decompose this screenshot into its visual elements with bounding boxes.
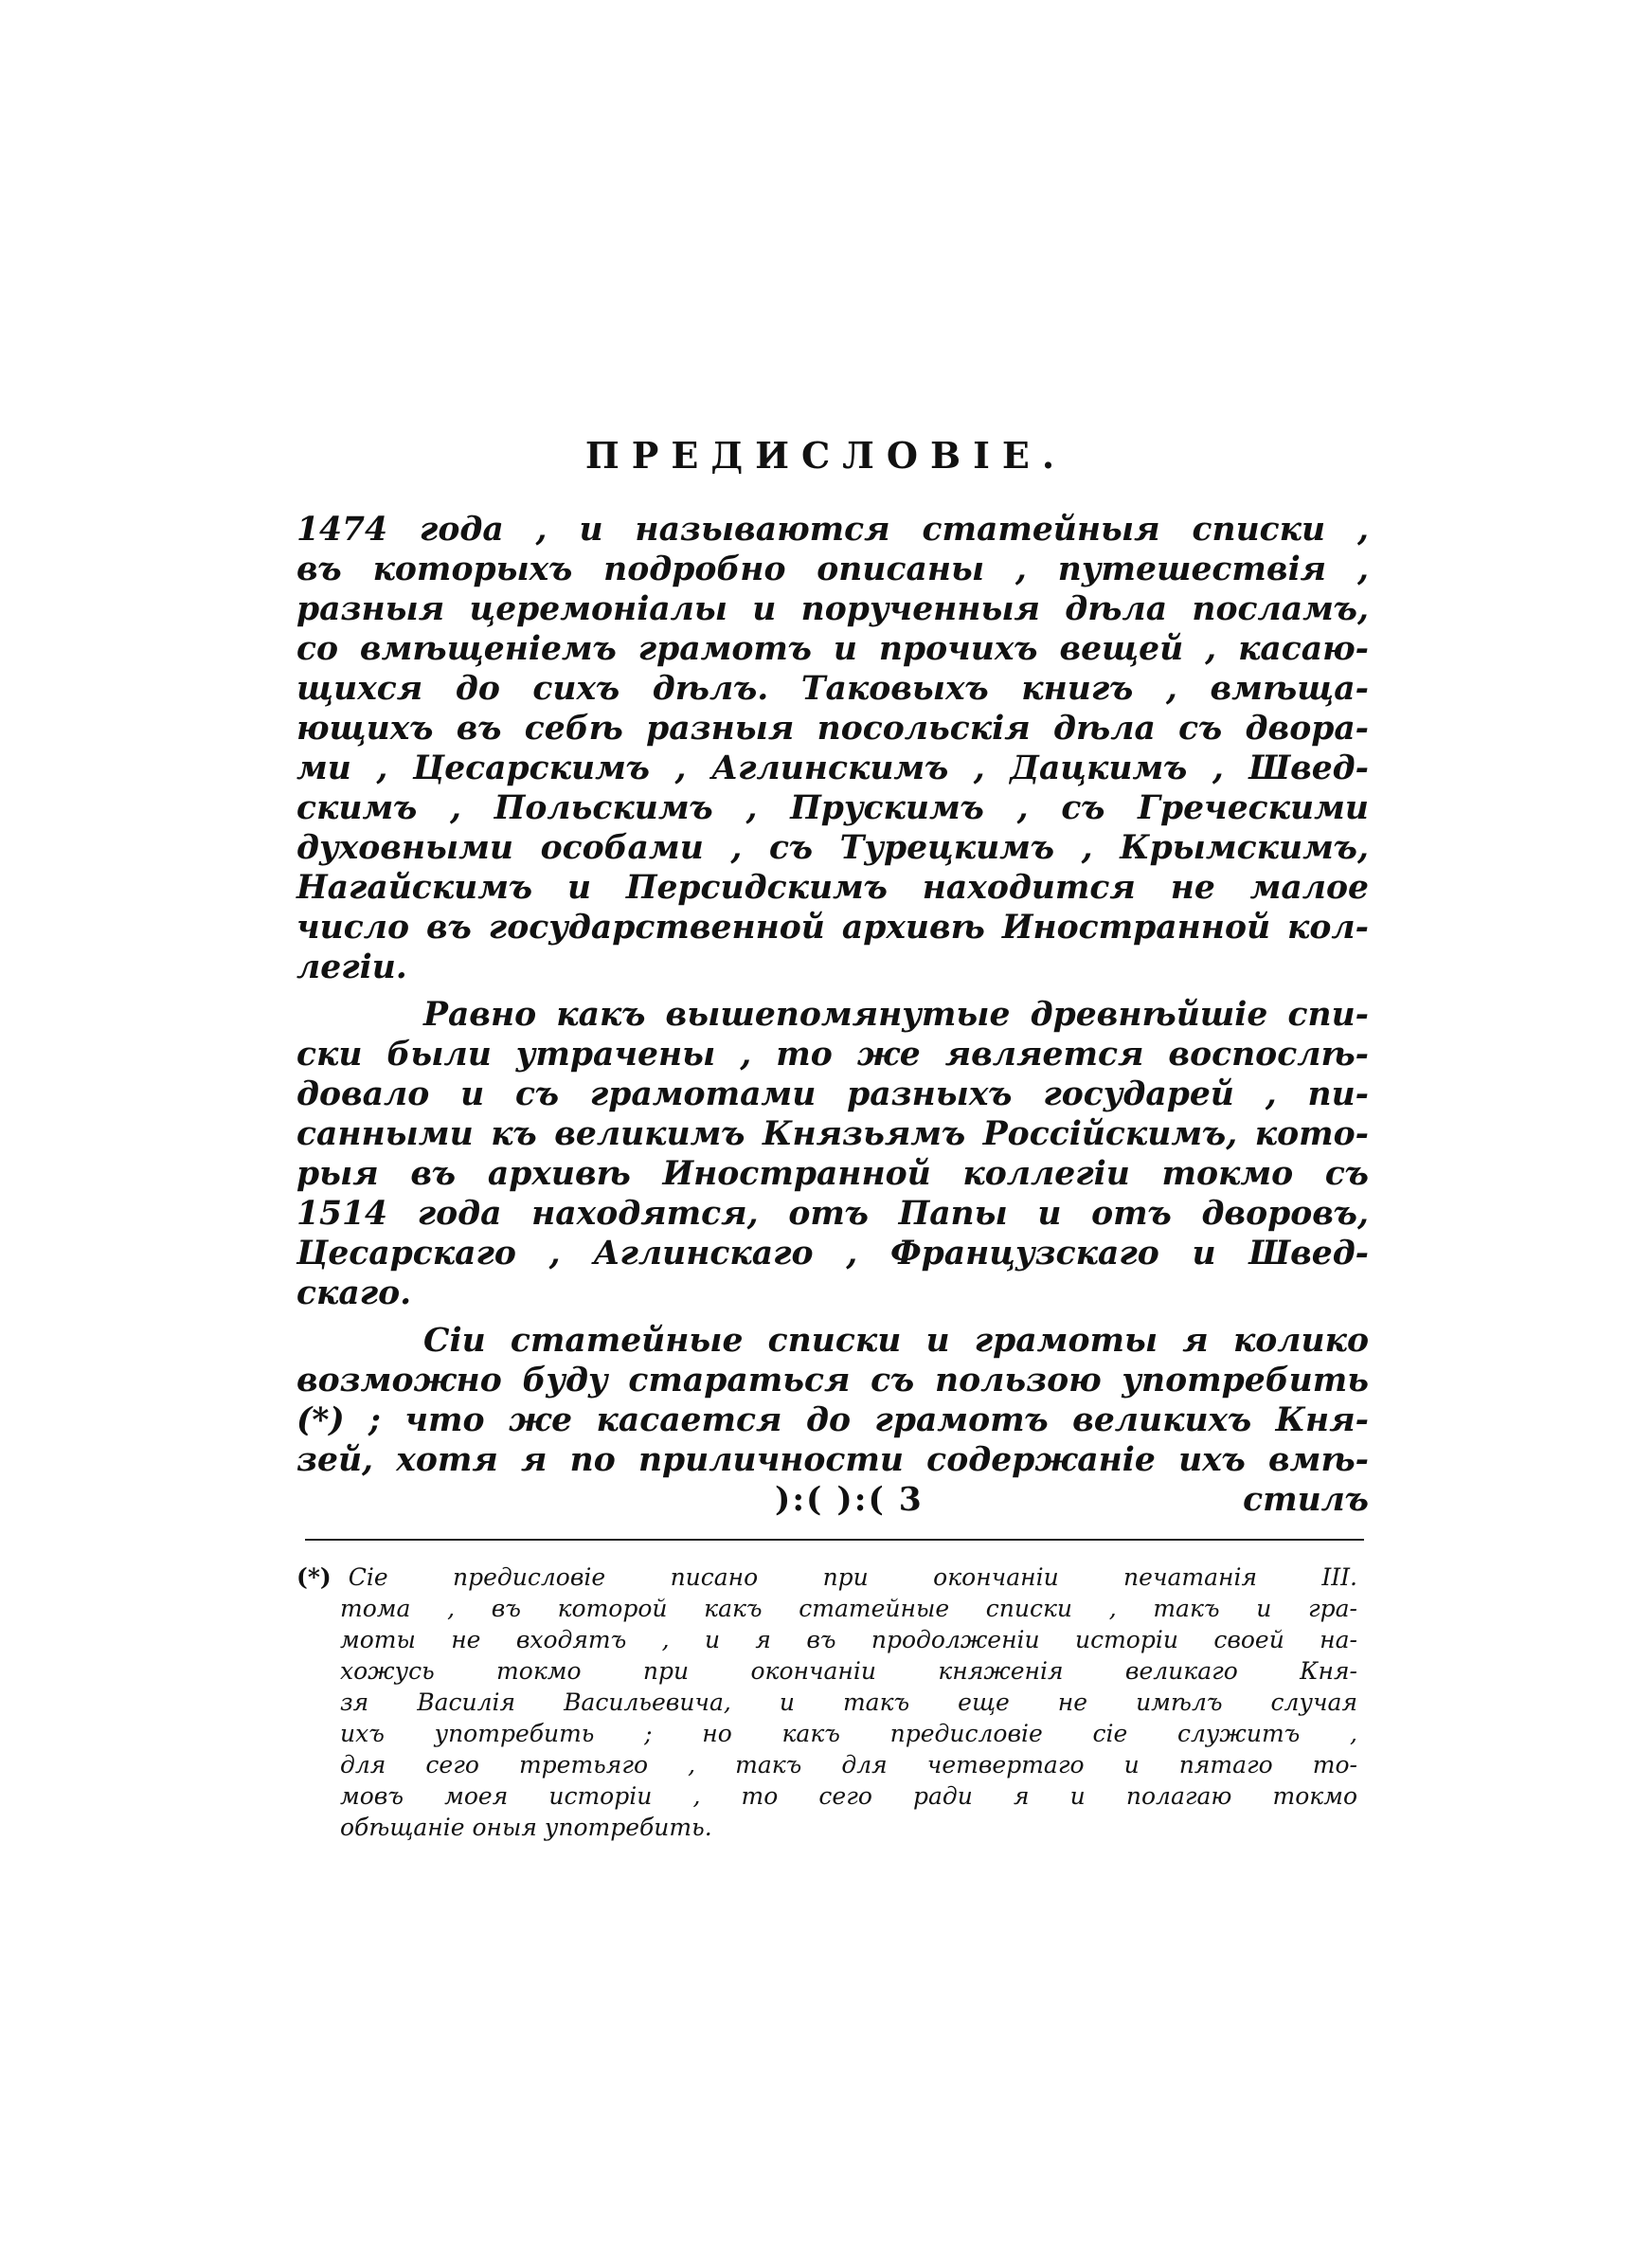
text-line: Равно какъ вышепомянутые древнѣйшіе спи- [423,996,1369,1034]
footnote-marker: (*) [296,1563,332,1591]
text-line: со вмѣщеніемъ грамотъ и прочихъ вещей , касаю- [296,630,1369,668]
text-line: ющихъ въ себѣ разныя посольскія дѣла съ двора- [296,710,1369,748]
footnote-line: обѣщаніе оныя употребить. [340,1814,712,1841]
text-line: число въ государственной архивѣ Иностранной кол- [296,909,1369,947]
footnote-line: мовъ моея исторіи , то сего ради я и полагаю токмо [340,1782,1357,1810]
text-line: 1514 года находятся, отъ Папы и отъ дворовъ, [296,1195,1369,1233]
footnote-line: тома , въ которой какъ статейные списки , такъ и гра- [340,1595,1357,1622]
text-line: (*) ; что же касается до грамотъ великихъ Кня- [296,1401,1369,1439]
footnote-line [296,1562,1357,1593]
footnote-line: для сего третьяго , такъ для четвертаго и пятаго то- [340,1751,1357,1779]
paragraph-1 [296,510,1369,987]
text-line: скимъ , Польскимъ , Прускимъ , съ Греческими [296,789,1369,827]
text-line: Сіи статейные списки и грамоты я колико [423,1322,1369,1360]
paragraph-3 [296,1321,1369,1480]
text-line: Цесарскаго , Аглинскаго , Французскаго и Швед- [296,1235,1369,1273]
text-line: скаго. [296,1274,412,1312]
text-line: рыя въ архивѣ Иностранной коллегіи токмо съ [296,1155,1369,1193]
footnote-line-text: Сіе предисловіе писано при окончаніи печатанія III. [348,1563,1357,1591]
text-line: 1474 года , и называются статейныя списки , [296,511,1369,549]
text-line: Нагайскимъ и Персидскимъ находится не малое [296,869,1369,907]
footnote-divider [305,1539,1364,1541]
footnote-line: ихъ употребить ; но какъ предисловіе сіе служитъ , [340,1720,1357,1747]
text-line: щихся до сихъ дѣлъ. Таковыхъ книгъ , вмѣща- [296,670,1369,708]
text-line: ми , Цесарскимъ , Аглинскимъ , Дацкимъ , Швед- [296,749,1369,787]
signature-line [296,1480,1369,1520]
footnote-line: зя Василія Васильевича, и такъ еще не имѣлъ случая [340,1688,1357,1716]
text-line: санными къ великимъ Князьямъ Россійскимъ, кото- [296,1115,1369,1153]
footnote [296,1562,1357,1843]
text-line: духовными особами , съ Турецкимъ , Крымскимъ, [296,829,1369,867]
text-line: легіи. [296,948,407,986]
text-line: зей, хотя я по приличности содержаніе ихъ вмѣ- [296,1441,1369,1479]
page-title: ПРЕДИСЛОВІЕ. [584,434,1068,477]
text-line: возможно буду стараться съ пользою употребить [296,1362,1369,1399]
footnote-line: хожусь токмо при окончаніи княженія великаго Кня- [340,1657,1357,1685]
signature-mark: ):( ):( 3 [775,1481,924,1519]
catchword: стилъ [1243,1481,1369,1519]
footnote-line: моты не входятъ , и я въ продолженіи исторіи своей на- [340,1626,1357,1653]
text-line: разныя церемоніалы и порученныя дѣла посламъ, [296,590,1369,628]
text-line: въ которыхъ подробно описаны , путешествія , [296,551,1369,588]
text-line: ски были утрачены , то же является воспослѣ- [296,1036,1369,1074]
main-text [296,510,1369,1520]
text-line: довало и съ грамотами разныхъ государей , пи- [296,1075,1369,1113]
paragraph-2 [296,995,1369,1313]
